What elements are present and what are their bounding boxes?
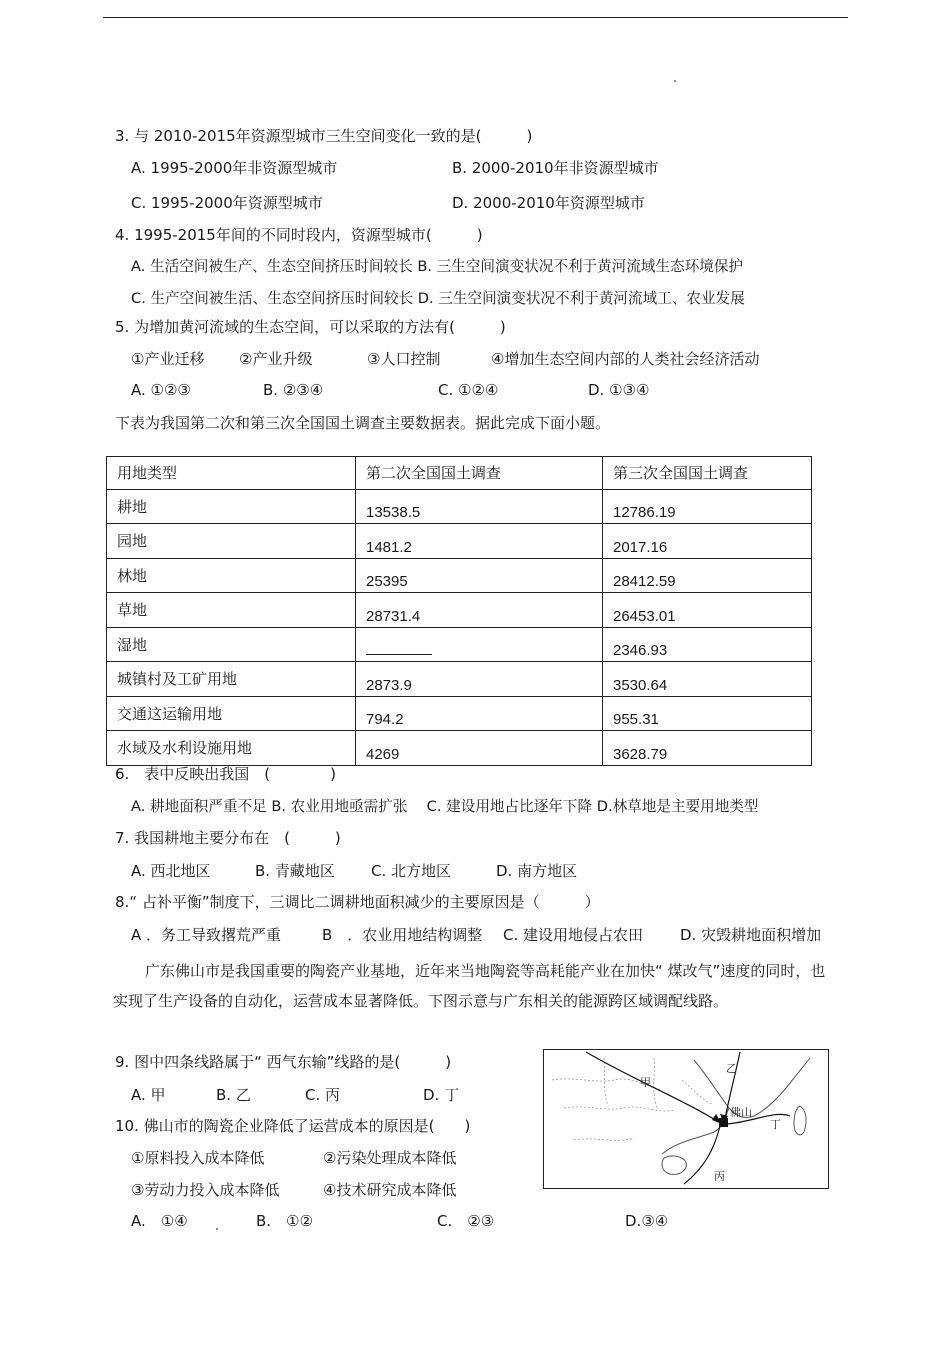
question-7-option-d[interactable]: D. 南方地区 xyxy=(496,862,578,880)
land-type-cell: 园地 xyxy=(107,524,356,559)
question-9-stem: 9. 图中四条线路属于“ 西气东输”线路的是( ) xyxy=(115,1053,452,1071)
land-type-cell: 湿地 xyxy=(107,627,356,662)
question-4-stem: 4. 1995-2015年间的不同时段内，资源型城市( ) xyxy=(115,226,483,244)
question-8-option-b[interactable]: B ．农业用地结构调整 xyxy=(322,926,483,944)
survey2-value-cell: 28731.4 xyxy=(356,593,603,628)
question-10-option-d[interactable]: D.③④ xyxy=(625,1212,669,1230)
table-header-row xyxy=(107,457,812,490)
coastline xyxy=(694,1058,810,1118)
table-header-cell: 用地类型 xyxy=(107,457,356,490)
question-10-option-a[interactable]: A. ①④ xyxy=(131,1212,188,1230)
table-intro: 下表为我国第二次和第三次全国国土调查主要数据表。据此完成下面小题。 xyxy=(115,414,611,432)
question-7-option-b[interactable]: B. 青藏地区 xyxy=(255,862,335,880)
land-survey-table xyxy=(106,456,812,766)
table-row xyxy=(107,524,812,559)
survey2-value-cell: 13538.5 xyxy=(356,489,603,524)
table-row xyxy=(107,593,812,628)
foshan-passage: 广东佛山市是我国重要的陶瓷产业基地，近年来当地陶瓷等高耗能产业在加快“ 煤改气”速度的同时，也实现了生产设备的自动化，运营成本显著降低。下图示意与广东相关的能源跨区域调配线路。 xyxy=(113,962,826,1010)
survey3-value-cell: 28412.59 xyxy=(603,558,812,593)
table-row xyxy=(107,558,812,593)
table-row xyxy=(107,627,812,662)
question-7-option-a[interactable]: A. 西北地区 xyxy=(131,862,211,880)
question-10-item-4: ④技术研究成本降低 xyxy=(323,1181,457,1199)
survey3-value-cell: 3530.64 xyxy=(603,662,812,697)
survey2-value-cell: 25395 xyxy=(356,558,603,593)
question-8-stem: 8.“ 占补平衡”制度下，三调比二调耕地面积减少的主要原因是（ ） xyxy=(115,893,600,911)
land-type-cell: 草地 xyxy=(107,593,356,628)
question-10-item-1: ①原料投入成本降低 xyxy=(131,1149,265,1167)
question-4-options-ab[interactable]: A. 生活空间被生产、生态空间挤压时间较长 B. 三生空间演变状况不利于黄河流域生态环境保护 xyxy=(131,258,744,275)
question-6-stem: 6. 表中反映出我国 ( ) xyxy=(115,765,337,783)
label-yi: 乙 xyxy=(726,1062,737,1075)
land-type-cell: 林地 xyxy=(107,558,356,593)
question-5-option-c[interactable]: C. ①②④ xyxy=(438,381,499,399)
table-header-cell: 第三次全国国土调查 xyxy=(603,457,812,490)
survey3-value-cell: 2346.93 xyxy=(603,627,812,662)
survey3-value-cell: 3628.79 xyxy=(603,731,812,766)
question-10-stem: 10. 佛山市的陶瓷企业降低了运营成本的原因是( ) xyxy=(115,1117,471,1135)
question-5-option-d[interactable]: D. ①③④ xyxy=(588,381,650,399)
question-5-item-4: ④增加生态空间内部的人类社会经济活动 xyxy=(491,350,760,368)
land-type-cell: 城镇村及工矿用地 xyxy=(107,662,356,697)
question-5-option-b[interactable]: B. ②③④ xyxy=(263,381,324,399)
question-5-stem: 5. 为增加黄河流域的生态空间，可以采取的方法有( ) xyxy=(115,318,506,336)
question-10-option-b[interactable]: B. ①② xyxy=(256,1212,313,1230)
survey3-value-cell: 955.31 xyxy=(603,696,812,731)
survey2-value-cell: 794.2 xyxy=(356,696,603,731)
question-3-option-d[interactable]: D. 2000-2010年资源型城市 xyxy=(452,194,645,212)
question-5-item-3: ③人口控制 xyxy=(367,350,441,368)
question-7-option-c[interactable]: C. 北方地区 xyxy=(371,862,452,880)
survey2-value-cell: 2873.9 xyxy=(356,662,603,697)
label-ding: 丁 xyxy=(770,1118,781,1131)
label-foshan: 佛山 xyxy=(730,1106,752,1119)
question-3-option-b[interactable]: B. 2000-2010年非资源型城市 xyxy=(452,159,659,177)
land-type-cell: 耕地 xyxy=(107,489,356,524)
question-10-option-c[interactable]: C. ②③ xyxy=(437,1212,495,1230)
header-rule xyxy=(103,17,848,18)
stray-dot xyxy=(216,1228,218,1230)
taiwan-island xyxy=(794,1106,806,1135)
stray-dot xyxy=(674,80,676,82)
question-9-option-d[interactable]: D. 丁 xyxy=(423,1086,460,1104)
question-10-item-3: ③劳动力投入成本降低 xyxy=(131,1181,280,1199)
question-8-option-a[interactable]: A ．务工导致撂荒严重 xyxy=(131,926,282,944)
question-8-option-c[interactable]: C. 建设用地侵占农田 xyxy=(503,926,644,944)
table-header-cell: 第二次全国国土调查 xyxy=(356,457,603,490)
label-bing: 丙 xyxy=(714,1170,725,1183)
question-5-item-2: ②产业升级 xyxy=(239,350,313,368)
question-9-option-b[interactable]: B. 乙 xyxy=(216,1086,251,1104)
question-9-option-c[interactable]: C. 丙 xyxy=(305,1086,341,1104)
survey2-value-cell: 4269 xyxy=(356,731,603,766)
energy-route-map xyxy=(543,1049,829,1189)
blank-line xyxy=(366,640,432,655)
survey3-value-cell: 12786.19 xyxy=(603,489,812,524)
table-row xyxy=(107,662,812,697)
question-10-item-2: ②污染处理成本降低 xyxy=(323,1149,457,1167)
question-3-stem: 3. 与 2010-2015年资源型城市三生空间变化一致的是( ) xyxy=(115,127,533,145)
survey2-blank-cell xyxy=(356,627,603,662)
province-boundaries xyxy=(552,1058,712,1140)
survey3-value-cell: 2017.16 xyxy=(603,524,812,559)
question-4-options-cd[interactable]: C. 生产空间被生活、生态空间挤压时间较长 D. 三生空间演变状况不利于黄河流域工、农业发展 xyxy=(131,290,745,307)
survey3-value-cell: 26453.01 xyxy=(603,593,812,628)
table-row xyxy=(107,489,812,524)
question-7-stem: 7. 我国耕地主要分布在 ( ) xyxy=(115,829,341,847)
land-type-cell: 交通这运输用地 xyxy=(107,696,356,731)
question-5-option-a[interactable]: A. ①②③ xyxy=(131,381,191,399)
foshan-marker xyxy=(719,1118,728,1127)
question-3-option-a[interactable]: A. 1995-2000年非资源型城市 xyxy=(131,159,338,177)
question-6-options[interactable]: A. 耕地面积严重不足 B. 农业用地亟需扩张 C. 建设用地占比逐年下降 D.林草地是主要用地类型 xyxy=(131,798,759,815)
question-5-item-1: ①产业迁移 xyxy=(131,350,205,368)
question-9-option-a[interactable]: A. 甲 xyxy=(131,1086,166,1104)
table-row xyxy=(107,696,812,731)
land-type-cell: 水域及水利设施用地 xyxy=(107,731,356,766)
table-row xyxy=(107,731,812,766)
question-8-option-d[interactable]: D. 灾毁耕地面积增加 xyxy=(680,926,822,944)
map-drawing xyxy=(544,1050,828,1188)
survey2-value-cell: 1481.2 xyxy=(356,524,603,559)
label-jia: 甲 xyxy=(640,1076,651,1089)
hainan-island xyxy=(662,1156,686,1174)
question-3-option-c[interactable]: C. 1995-2000年资源型城市 xyxy=(131,194,323,212)
